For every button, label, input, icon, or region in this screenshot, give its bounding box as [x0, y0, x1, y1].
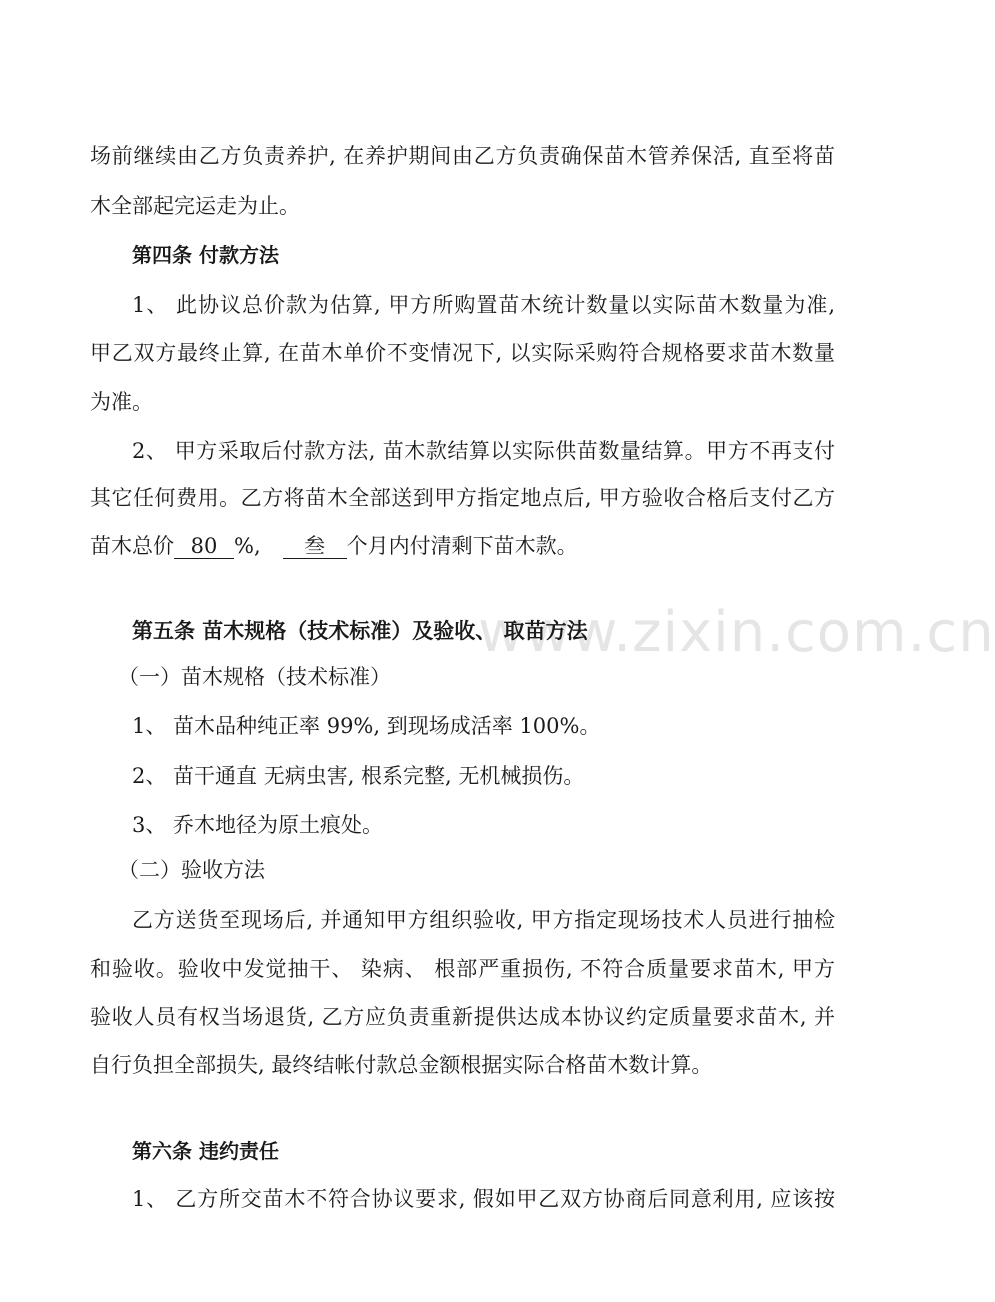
paragraph-line: 1、 乙方所交苗木不符合协议要求, 假如甲乙双方协商后同意利用, 应该按	[132, 1187, 835, 1211]
payment-terms-line	[90, 532, 835, 560]
paragraph-line: 场前继续由乙方负责养护, 在养护期间由乙方负责确保苗木管养保活, 直至将苗	[90, 144, 835, 168]
paragraph-line: 和验收。验收中发觉抽干、 染病、 根部严重损伤, 不符合质量要求苗木, 甲方	[90, 957, 835, 981]
paragraph-line: 2、 甲方采取后付款方法, 苗木款结算以实际供苗数量结算。甲方不再支付	[132, 439, 835, 463]
section-heading-article-5: 第五条 苗木规格（技术标准）及验收、 取苗方法	[132, 619, 588, 643]
percent-blank: 80	[174, 534, 234, 559]
paragraph-line: 木全部起完运走为止。	[90, 194, 300, 218]
paragraph-line: 乙方送货至现场后, 并通知甲方组织验收, 甲方指定现场技术人员进行抽检	[132, 908, 835, 932]
paragraph-line: 甲乙双方最终止算, 在苗木单价不变情况下, 以实际采购符合规格要求苗木数量	[90, 341, 835, 365]
section-heading-article-4: 第四条 付款方法	[132, 243, 279, 267]
list-item: 1、 苗木品种纯正率 99%, 到现场成活率 100%。	[132, 714, 601, 738]
paragraph-line: 其它任何费用。乙方将苗木全部送到甲方指定地点后, 甲方验收合格后支付乙方	[90, 486, 835, 510]
text-segment: %,	[234, 534, 261, 558]
list-item: 2、 苗干通直 无病虫害, 根系完整, 无机械损伤。	[132, 764, 585, 788]
paragraph-line: 1、 此协议总价款为估算, 甲方所购置苗木统计数量以实际苗木数量为准,	[132, 293, 835, 317]
section-heading-article-6: 第六条 违约责任	[132, 1139, 279, 1163]
subsection-heading: （二）验收方法	[118, 858, 265, 882]
text-segment: 苗木总价	[90, 534, 174, 558]
paragraph-line: 为准。	[90, 390, 153, 414]
subsection-heading: （一）苗木规格（技术标准）	[118, 665, 391, 689]
paragraph-line: 自行负担全部损失, 最终结帐付款总金额根据实际合格苗木数计算。	[90, 1053, 713, 1077]
months-blank: 叁	[283, 534, 347, 559]
paragraph-line: 验收人员有权当场退货, 乙方应负责重新提供达成本协议约定质量要求苗木, 并	[90, 1005, 835, 1029]
watermark: www.zixin.com.cn	[478, 600, 995, 665]
text-segment: 个月内付清剩下苗木款。	[346, 534, 578, 558]
list-item: 3、 乔木地径为原土痕处。	[132, 813, 384, 837]
